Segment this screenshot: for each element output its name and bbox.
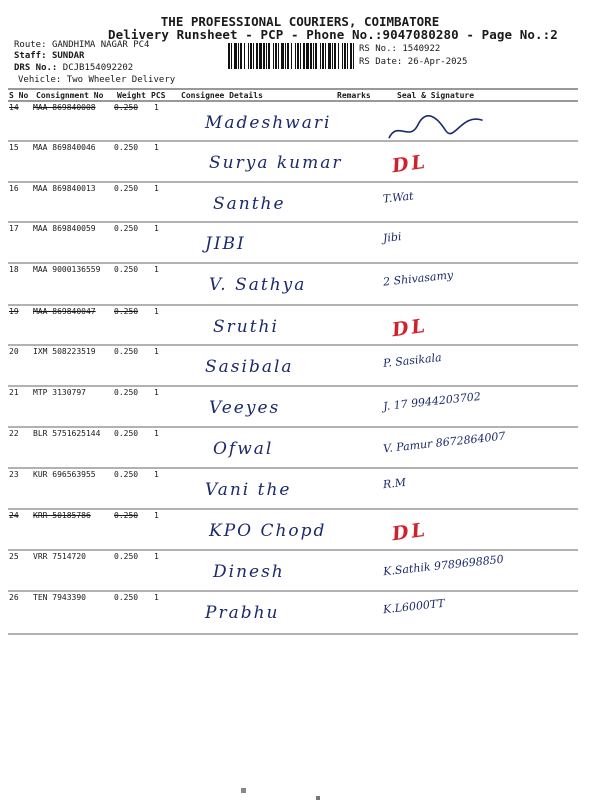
row-pcs: 1: [154, 143, 159, 152]
row-delivery-stamp: DL: [390, 150, 430, 178]
row-pcs: 1: [154, 347, 159, 356]
rs-date-value: 26-Apr-2025: [407, 57, 468, 67]
row-consignee-handwriting: KPO Chopd: [209, 521, 327, 541]
row-consignment-no: MAA 869840059: [33, 224, 96, 233]
route-value: GANDHIMA NAGAR PC4: [51, 40, 150, 50]
row-consignment-no: KRR 50185786: [33, 511, 91, 520]
row-consignee-handwriting: Veeyes: [209, 398, 281, 418]
row-signature-handwriting: T.Wat: [382, 189, 415, 206]
row-weight: 0.250: [114, 429, 139, 438]
row-consignment-no: MTP 3130797: [33, 388, 86, 397]
page-mark: [241, 788, 246, 793]
row-sno: 19: [9, 307, 19, 316]
row-consignment-no: VRR 7514720: [33, 552, 86, 561]
row-pcs: 1: [154, 307, 159, 316]
row-consignment-no: MAA 9000136559: [33, 265, 101, 274]
row-weight: 0.250: [114, 103, 139, 112]
row-sno: 21: [9, 388, 19, 397]
col-header-pcs: PCS: [151, 91, 166, 100]
row-signature-handwriting: R.M: [382, 475, 407, 492]
col-header-remarks: Remarks: [337, 91, 371, 100]
row-consignee-handwriting: Dinesh: [213, 562, 285, 582]
row-consignee-handwriting: Sasibala: [205, 357, 294, 377]
row-consignee-handwriting: Surya kumar: [209, 153, 343, 173]
row-weight: 0.250: [114, 143, 139, 152]
row-consignee-handwriting: Santhe: [213, 194, 286, 214]
row-sno: 26: [9, 593, 19, 602]
row-consignee-handwriting: Prabhu: [205, 603, 280, 623]
row-consignment-no: IXM 508223519: [33, 347, 96, 356]
row-pcs: 1: [154, 511, 159, 520]
row-consignment-no: TEN 7943390: [33, 593, 86, 602]
row-consignment-no: KUR 696563955: [33, 470, 96, 479]
row-pcs: 1: [154, 388, 159, 397]
row-sno: 20: [9, 347, 19, 356]
vehicle-value: Two Wheeler Delivery: [66, 75, 176, 85]
rs-no-value: 1540922: [402, 44, 441, 54]
row-weight: 0.250: [114, 224, 139, 233]
row-weight: 0.250: [114, 552, 139, 561]
row-sno: 23: [9, 470, 19, 479]
row-consignee-handwriting: JIBI: [205, 234, 246, 254]
row-signature-handwriting: J. 17 9944203702: [382, 389, 482, 414]
vehicle-label: Vehicle:: [18, 75, 62, 85]
row-pcs: 1: [154, 429, 159, 438]
col-header-consignment: Consignment No: [36, 91, 104, 100]
row-consignee-handwriting: Madeshwari: [205, 113, 332, 133]
row-signature-handwriting: K.L6000TT: [382, 596, 446, 617]
row-pcs: 1: [154, 103, 159, 112]
staff-label: Staff:: [14, 51, 47, 61]
col-header-consignee: Consignee Details: [181, 91, 263, 100]
row-consignment-no: MAA 869840047: [33, 307, 96, 316]
rs-date-label: RS Date:: [359, 57, 403, 67]
col-header-weight: Weight: [117, 91, 146, 100]
document-subtitle: Delivery Runsheet - PCP - Phone No.:9047080280 - Page No.:2: [108, 27, 558, 42]
row-pcs: 1: [154, 184, 159, 193]
row-weight: 0.250: [114, 307, 139, 316]
row-sno: 18: [9, 265, 19, 274]
row-signature-handwriting: P. Sasikala: [382, 350, 443, 371]
row-sno: 14: [9, 103, 19, 112]
row-pcs: 1: [154, 265, 159, 274]
drs-label: DRS No.:: [14, 63, 58, 73]
row-signature-handwriting: V. Pamur 8672864007: [382, 429, 507, 456]
row-weight: 0.250: [114, 388, 139, 397]
row-pcs: 1: [154, 470, 159, 479]
drs-value: DCJB154092202: [62, 63, 134, 73]
row-consignee-handwriting: Ofwal: [213, 439, 274, 459]
row-sno: 17: [9, 224, 19, 233]
route-label: Route:: [14, 40, 47, 50]
row-weight: 0.250: [114, 184, 139, 193]
col-header-signature: Seal & Signature: [397, 91, 475, 100]
staff-value: SUNDAR: [51, 51, 85, 61]
row-consignment-no: BLR 5751625144: [33, 429, 101, 438]
row-pcs: 1: [154, 224, 159, 233]
row-sno: 24: [9, 511, 19, 520]
row-sno: 15: [9, 143, 19, 152]
row-consignment-no: MAA 869840013: [33, 184, 96, 193]
row-signature-handwriting: 2 Shivasamy: [382, 268, 454, 289]
row-pcs: 1: [154, 593, 159, 602]
row-consignee-handwriting: V. Sathya: [209, 275, 307, 295]
row-pcs: 1: [154, 552, 159, 561]
page-dot: [316, 796, 320, 800]
row-sno: 16: [9, 184, 19, 193]
row-delivery-stamp: DL: [390, 518, 430, 546]
row-weight: 0.250: [114, 265, 139, 274]
row-weight: 0.250: [114, 593, 139, 602]
document-title: THE PROFESSIONAL COURIERS, COIMBATORE: [160, 14, 440, 29]
row-delivery-stamp: DL: [390, 314, 430, 342]
row-weight: 0.250: [114, 470, 139, 479]
rs-no-label: RS No.:: [359, 44, 397, 54]
col-header-sno: S No: [9, 91, 29, 100]
row-consignment-no: MAA 869840008: [33, 103, 96, 112]
row-signature-handwriting: K.Sathik 9789698850: [382, 552, 505, 579]
row-sno: 22: [9, 429, 19, 438]
row-consignee-handwriting: Sruthi: [213, 317, 279, 337]
row-weight: 0.250: [114, 511, 139, 520]
row-signature-handwriting: Jibi: [382, 230, 403, 245]
row-consignment-no: MAA 869840046: [33, 143, 96, 152]
row-consignee-handwriting: Vani the: [205, 480, 292, 500]
row-weight: 0.250: [114, 347, 139, 356]
row-sno: 25: [9, 552, 19, 561]
